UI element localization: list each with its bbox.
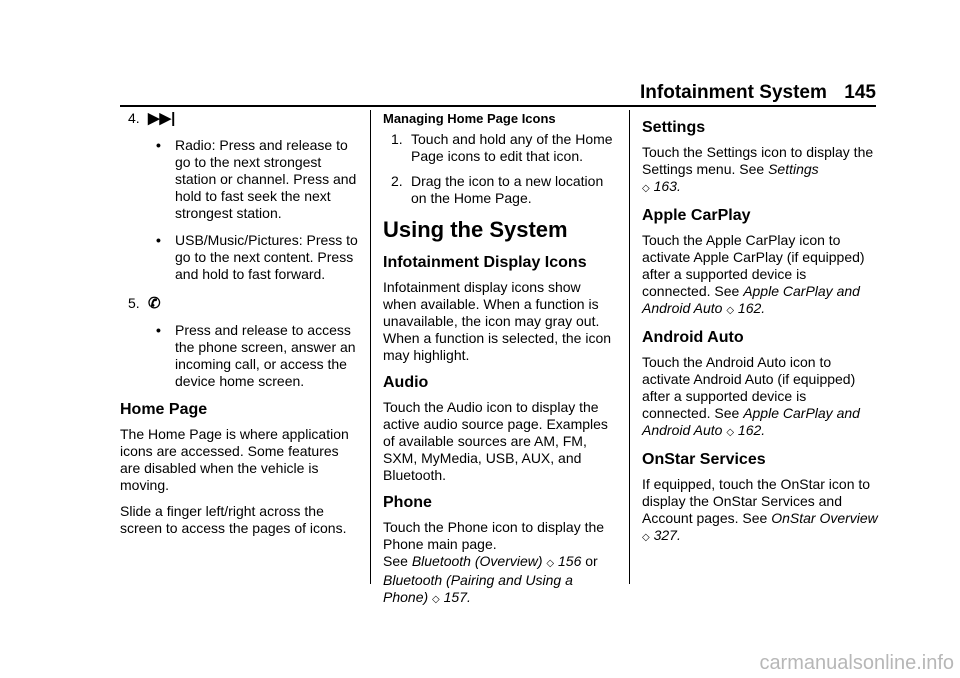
list-item-5 bbox=[120, 295, 360, 312]
bullet-item bbox=[148, 232, 360, 283]
display-icons-paragraph: Infotainment display icons show when available. When a function is unavailable, the icon may gray out. When a function is selected, the icon may highlight. bbox=[383, 279, 612, 363]
phone-paragraph: Touch the Phone icon to display the Phone main page. See Bluetooth (Overview) ◇ 156 or Bluetooth (Pairing and Using a Phone) ◇ 157. bbox=[383, 519, 605, 605]
settings-text: Touch the Settings icon to display the Settings menu. See bbox=[642, 144, 874, 177]
page-ref-icon: ◇ bbox=[546, 558, 555, 569]
page-ref-icon: ◇ bbox=[726, 305, 735, 316]
or-text: or bbox=[585, 553, 598, 569]
page-ref-162[interactable]: 162 bbox=[737, 300, 762, 316]
home-page-heading: Home Page bbox=[120, 401, 208, 418]
audio-heading: Audio bbox=[383, 374, 429, 391]
managing-icons-heading: Managing Home Page Icons bbox=[383, 111, 556, 126]
list-item-4 bbox=[120, 110, 360, 127]
bluetooth-overview-link[interactable]: Bluetooth (Overview) bbox=[411, 553, 543, 569]
page-ref-327[interactable]: 327 bbox=[653, 527, 677, 543]
home-page-paragraph-1: The Home Page is where application icons are accessed. Some features are disabled when the vehicle is moving. bbox=[120, 426, 349, 493]
phone-heading: Phone bbox=[383, 494, 432, 511]
android-auto-paragraph: Touch the Android Auto icon to activate Android Auto (if equipped) after a supported device is connected. See Apple CarPlay and Android Auto ◇ 162. bbox=[642, 354, 860, 438]
column-3 bbox=[642, 110, 878, 555]
page-ref-icon: ◇ bbox=[642, 183, 650, 194]
column-divider-2 bbox=[629, 110, 630, 584]
settings-link[interactable]: Settings bbox=[768, 161, 819, 177]
carplay-android-link[interactable]: Apple CarPlay and Android Auto bbox=[642, 283, 860, 316]
step-text: Touch and hold any of the Home Page icons to edit that icon. bbox=[411, 131, 613, 164]
carplay-text: Touch the Apple CarPlay icon to activate Apple CarPlay (if equipped) after a supported device is connected. See bbox=[642, 232, 865, 299]
display-icons-heading: Infotainment Display Icons bbox=[383, 254, 587, 271]
bullet-dot: • bbox=[156, 137, 161, 153]
phone-text: Touch the Phone icon to display the Phone main page. bbox=[383, 519, 605, 552]
step-text: Drag the icon to a new location on the Home Page. bbox=[411, 173, 604, 206]
page-ref-156[interactable]: 156 bbox=[558, 553, 582, 569]
page-header bbox=[640, 82, 876, 104]
page-ref-icon: ◇ bbox=[642, 532, 650, 543]
page-ref-157[interactable]: 157 bbox=[443, 589, 467, 605]
page-number: 145 bbox=[844, 82, 876, 103]
step-item bbox=[383, 131, 618, 165]
onstar-services-paragraph: If equipped, touch the OnStar icon to display the OnStar Services and Account pages. See OnStar Overview ◇ 327. bbox=[642, 476, 878, 543]
step-item bbox=[383, 173, 618, 207]
step-number: 2. bbox=[391, 173, 403, 189]
page-ref-162[interactable]: 162 bbox=[737, 422, 762, 438]
phone-icon: ✆ bbox=[148, 295, 161, 312]
section-title: Infotainment System bbox=[640, 82, 827, 103]
item-number: 4. bbox=[128, 110, 140, 126]
bullet-item bbox=[148, 137, 360, 222]
onstar-services-heading: OnStar Services bbox=[642, 451, 766, 468]
home-page-paragraph-2: Slide a finger left/right across the screen to access the pages of icons. bbox=[120, 503, 347, 536]
seek-forward-icon: ▶▶| bbox=[148, 110, 176, 127]
bullet-text: Press and release to access the phone screen, answer an incoming call, or access the device home screen. bbox=[175, 322, 356, 389]
page-ref-163[interactable]: 163 bbox=[653, 178, 677, 194]
see-text: See bbox=[383, 553, 408, 569]
apple-carplay-paragraph: Touch the Apple CarPlay icon to activate Apple CarPlay (if equipped) after a supported device is connected. See Apple CarPlay and Android Auto ◇ 162. bbox=[642, 232, 865, 316]
page-ref-icon: ◇ bbox=[726, 427, 735, 438]
step-number: 1. bbox=[391, 131, 403, 147]
bullet-text: USB/Music/Pictures: Press to go to the next content. Press and hold to fast forward. bbox=[175, 232, 358, 282]
android-auto-heading: Android Auto bbox=[642, 329, 744, 346]
apple-carplay-heading: Apple CarPlay bbox=[642, 207, 751, 224]
bullet-dot: • bbox=[156, 322, 161, 338]
column-1 bbox=[120, 110, 360, 546]
header-rule bbox=[120, 105, 876, 107]
onstar-text: If equipped, touch the OnStar icon to display the OnStar Services and Account pages. See bbox=[642, 476, 871, 526]
carplay-android-link[interactable]: Apple CarPlay and Android Auto bbox=[642, 405, 860, 438]
bullet-item bbox=[148, 322, 360, 390]
watermark: carmanualsonline.info bbox=[759, 652, 954, 674]
audio-paragraph: Touch the Audio icon to display the active audio source page. Examples of available sources are AM, FM, SXM, MyMedia, USB, AUX, and Bluetooth. bbox=[383, 399, 608, 483]
using-system-heading: Using the System bbox=[383, 217, 568, 242]
page-ref-icon: ◇ bbox=[432, 594, 440, 605]
column-2 bbox=[383, 110, 618, 617]
onstar-overview-link[interactable]: OnStar Overview bbox=[771, 510, 878, 526]
column-divider-1 bbox=[370, 110, 371, 584]
bullet-text: Radio: Press and release to go to the next strongest station or channel. Press and hold to fast seek the next strongest station. bbox=[175, 137, 357, 221]
bullet-dot: • bbox=[156, 232, 161, 248]
bluetooth-pairing-link[interactable]: Bluetooth (Pairing and Using a Phone) bbox=[383, 572, 573, 605]
settings-heading: Settings bbox=[642, 119, 706, 136]
settings-paragraph: Touch the Settings icon to display the Settings menu. See Settings ◇ 163. bbox=[642, 144, 874, 194]
item-number: 5. bbox=[128, 295, 140, 311]
android-text: Touch the Android Auto icon to activate Android Auto (if equipped) after a supported device is connected. See bbox=[642, 354, 856, 421]
